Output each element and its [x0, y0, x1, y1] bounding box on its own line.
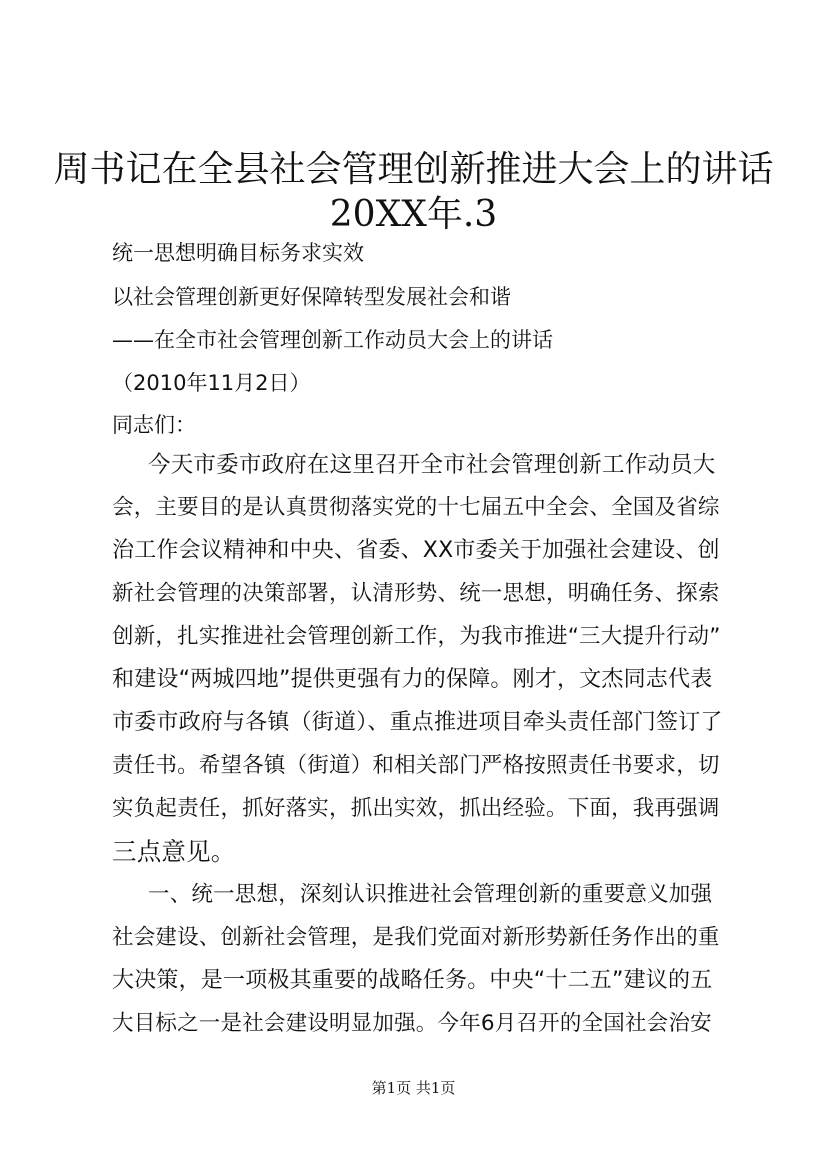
- paragraph-line: 创新，扎实推进社会管理创新工作，为我市推进“三大提升行动”: [112, 624, 721, 649]
- paragraph-line: 治工作会议精神和中央、省委、XX市委关于加强社会建设、创: [112, 538, 720, 563]
- document-date: 20XX年.3: [329, 194, 498, 235]
- paragraph-line: 今天市委市政府在这里召开全市社会管理创新工作动员大: [148, 452, 716, 478]
- paragraph-line: 市委市政府与各镇（街道）、重点推进项目牵头责任部门签订了: [112, 710, 723, 735]
- speech-heading: 统一思想明确目标务求实效: [112, 241, 364, 265]
- paragraph-line: 大目标之一是社会建设明显加强。今年6月召开的全国社会治安: [112, 1011, 712, 1036]
- paragraph-line: 社会建设、创新社会管理，是我们党面对新形势新任务作出的重: [112, 925, 720, 950]
- salutation: 同志们：: [112, 413, 196, 437]
- speech-subheading: 以社会管理创新更好保障转型发展社会和谐: [112, 285, 511, 309]
- paragraph-line: 责任书。希望各镇（街道）和相关部门严格按照责任书要求，切: [112, 753, 720, 778]
- document-title: 周书记在全县社会管理创新推进大会上的讲话: [53, 149, 774, 190]
- speech-occasion: ——在全市社会管理创新工作动员大会上的讲话: [112, 328, 553, 352]
- paragraph-line: 会，主要目的是认真贯彻落实党的十七届五中全会、全国及省综: [112, 495, 720, 520]
- paragraph-line: 新社会管理的决策部署，认清形势、统一思想，明确任务、探索: [112, 581, 720, 606]
- paragraph-line: 一、统一思想，深刻认识推进社会管理创新的重要意义加强: [148, 882, 713, 907]
- speech-date: （2010年11月2日）: [112, 371, 311, 395]
- paragraph-line: 实负起责任，抓好落实，抓出实效，抓出经验。下面，我再强调: [112, 796, 720, 821]
- paragraph-line: 三点意见。: [112, 837, 236, 866]
- page-footer: 第1页 共1页: [371, 1079, 456, 1097]
- paragraph-line: 和建设“两城四地”提供更强有力的保障。刚才，文杰同志代表: [112, 667, 713, 692]
- paragraph-line: 大决策，是一项极其重要的战略任务。中央“十二五”建议的五: [112, 968, 713, 993]
